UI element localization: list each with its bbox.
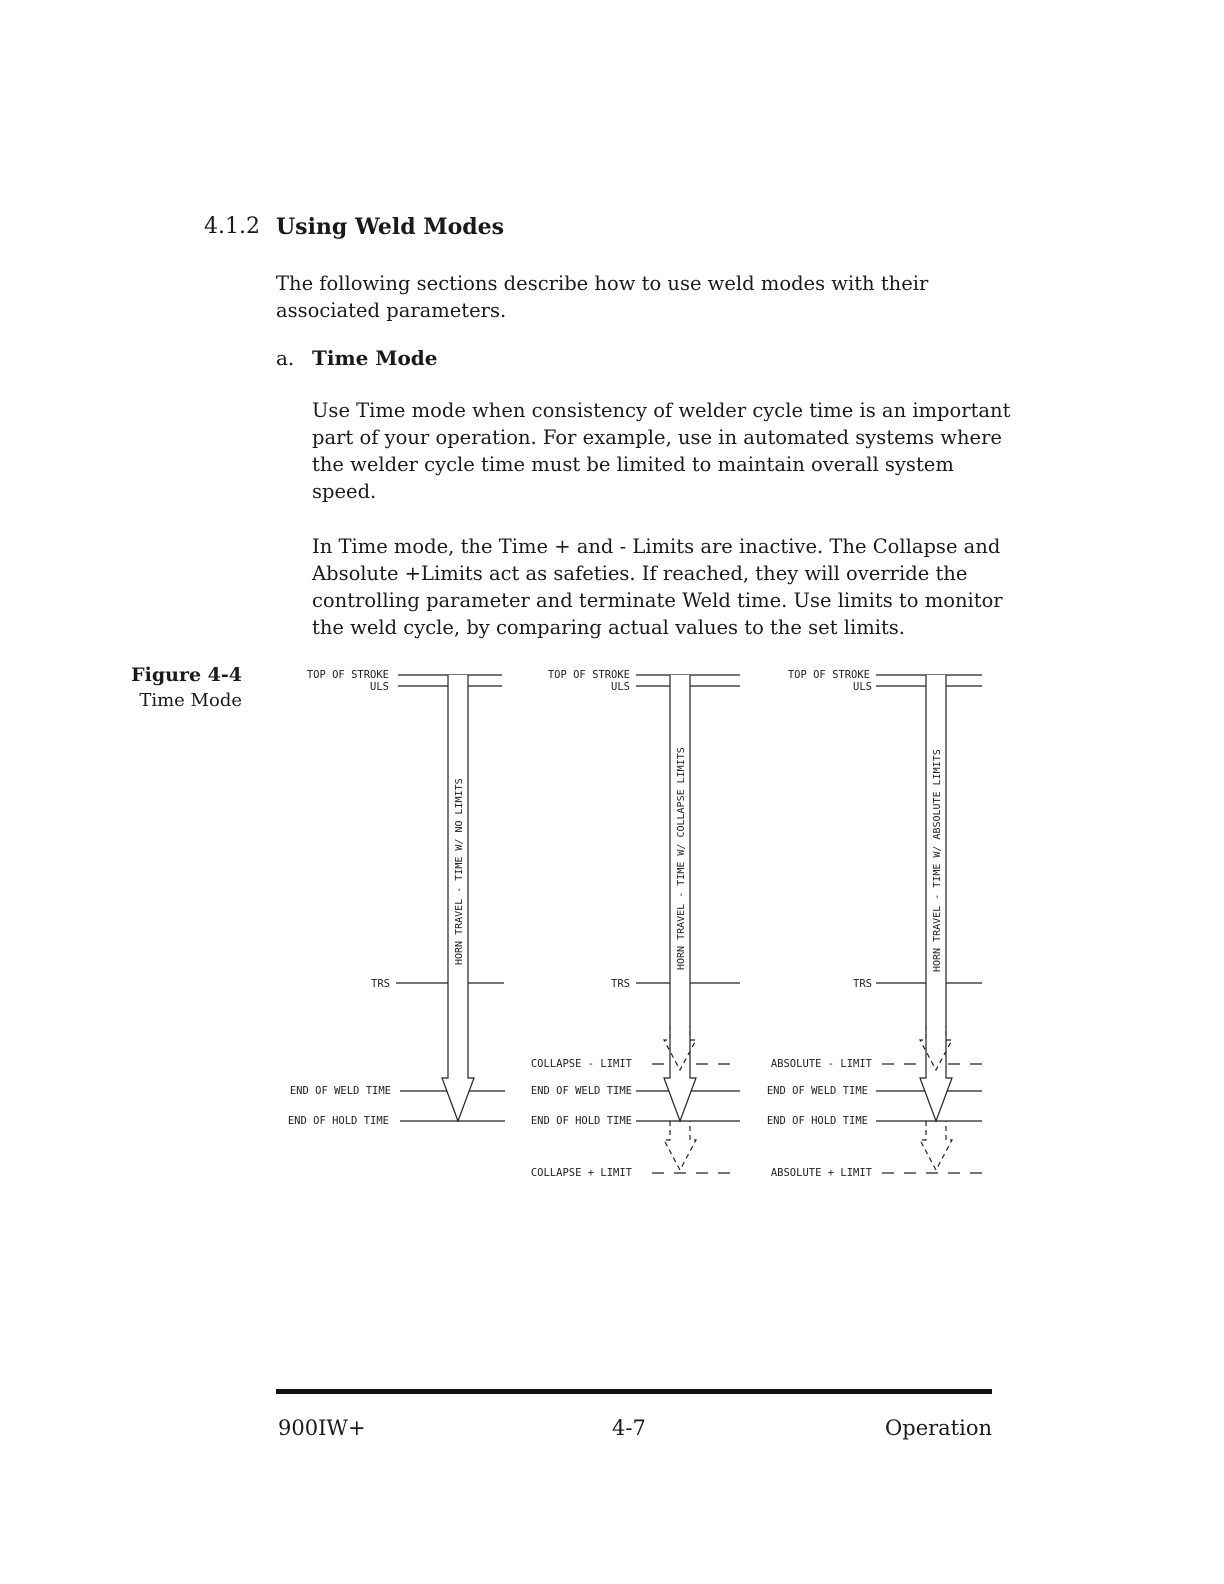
label-uls: ULS: [370, 681, 389, 693]
label-end-of-hold: END OF HOLD TIME: [530, 1115, 632, 1127]
panel-collapse-limits: [531, 669, 740, 1179]
section-title: Using Weld Modes: [276, 214, 505, 240]
vertical-label: HORN TRAVEL - TIME W/ ABSOLUTE LIMITS: [932, 749, 943, 972]
label-end-of-weld: END OF WELD TIME: [289, 1085, 391, 1097]
plus-limit-arrow: [920, 1121, 952, 1170]
subsection-title: Time Mode: [312, 346, 438, 370]
footer-chapter: Operation: [885, 1416, 992, 1440]
paragraph-time-mode-usage: Use Time mode when consistency of welder cycle time is an important part of your operation. For example, use in automated systems where the welder cycle time must be limited to maintain overall system speed.: [312, 399, 1011, 503]
label-uls: ULS: [853, 681, 872, 693]
intro-paragraph: The following sections describe how to use weld modes with their associated parameters.: [276, 272, 929, 322]
vertical-label: HORN TRAVEL - TIME W/ COLLAPSE LIMITS: [676, 747, 687, 970]
page-number: 4-7: [612, 1416, 646, 1440]
plus-limit-arrow: [664, 1121, 696, 1170]
footer-rule: [276, 1389, 992, 1394]
section-number: 4.1.2: [204, 214, 260, 239]
label-trs: TRS: [611, 978, 630, 990]
label-end-of-hold: END OF HOLD TIME: [287, 1115, 389, 1127]
paragraph-time-mode-limits: In Time mode, the Time + and - Limits are inactive. The Collapse and Absolute +Limits act as safeties. If reached, they will override the controlling parameter and terminate Weld time. Use limits to monitor the weld cycle, by comparing actual values to the set limits.: [312, 535, 1003, 639]
subsection-letter: a.: [276, 346, 295, 370]
label-uls: ULS: [611, 681, 630, 693]
vertical-label: HORN TRAVEL - TIME W/ NO LIMITS: [454, 778, 465, 965]
label-top-of-stroke: TOP OF STROKE: [787, 669, 870, 681]
label-end-of-weld: END OF WELD TIME: [766, 1085, 868, 1097]
panel-absolute-limits: [767, 669, 982, 1179]
label-end-of-weld: END OF WELD TIME: [530, 1085, 632, 1097]
label-minus-limit: ABSOLUTE - LIMIT: [770, 1058, 872, 1070]
figure-caption: Time Mode: [139, 690, 242, 711]
figure-number: Figure 4-4: [131, 664, 242, 686]
label-end-of-hold: END OF HOLD TIME: [766, 1115, 868, 1127]
label-plus-limit: ABSOLUTE + LIMIT: [770, 1167, 872, 1179]
label-trs: TRS: [371, 978, 390, 990]
label-top-of-stroke: TOP OF STROKE: [547, 669, 630, 681]
label-minus-limit: COLLAPSE - LIMIT: [530, 1058, 632, 1070]
label-top-of-stroke: TOP OF STROKE: [306, 669, 389, 681]
label-trs: TRS: [853, 978, 872, 990]
panel-no-limits: [288, 669, 505, 1127]
footer-model: 900IW+: [278, 1416, 366, 1440]
label-plus-limit: COLLAPSE + LIMIT: [530, 1167, 632, 1179]
